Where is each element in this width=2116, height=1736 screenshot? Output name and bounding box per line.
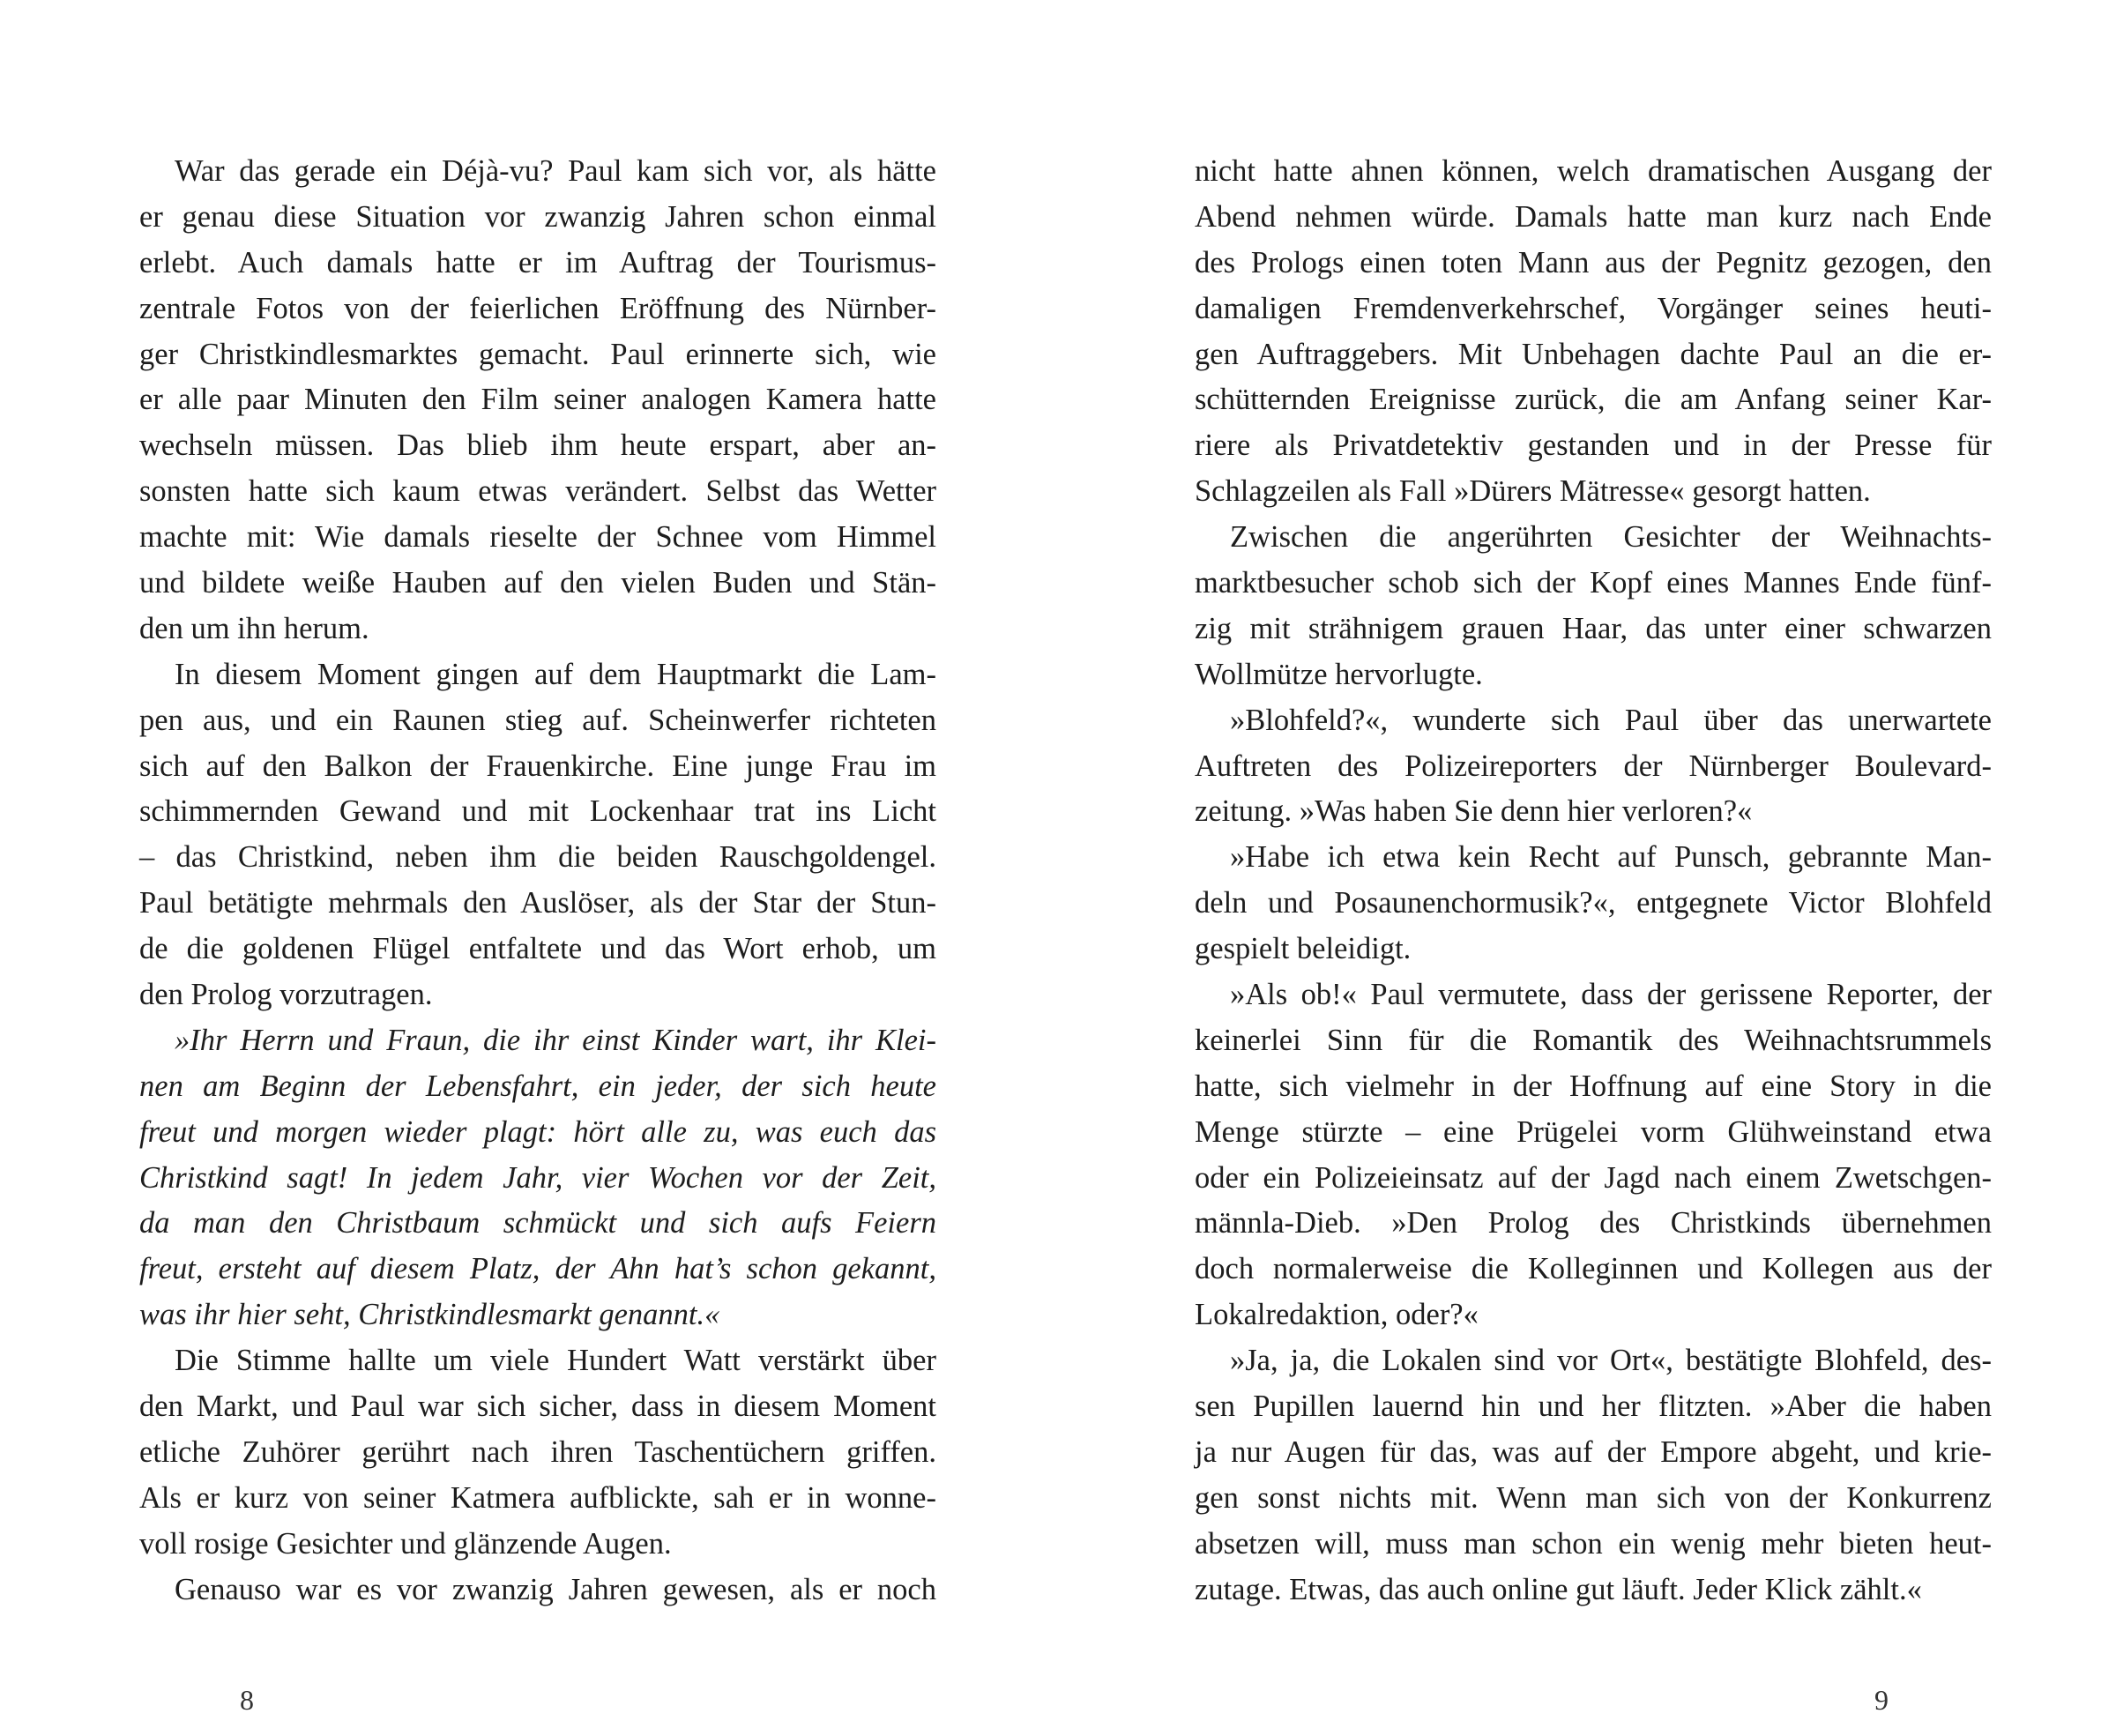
text-line: Genauso war es vor zwanzig Jahren gewesen, als er noch xyxy=(175,1572,936,1606)
text-line: ja nur Augen für das, was auf der Empore abgeht, und krie- xyxy=(1195,1434,1992,1469)
text-line: männla-Dieb. »Den Prolog des Christkinds übernehmen xyxy=(1195,1206,1992,1241)
text-line: freut, ersteht auf diesem Platz, der Ahn hat’s schon gekannt, xyxy=(139,1252,936,1286)
text-line: schimmernden Gewand und mit Lockenhaar trat ins Licht xyxy=(139,794,936,829)
text-line: sen Pupillen lauernd hin und her flitzten. »Aber die haben xyxy=(1195,1390,1992,1424)
text-line: den Prolog vorzutragen. xyxy=(139,978,433,1012)
text-line: etliche Zuhörer gerührt nach ihren Taschentüchern griffen. xyxy=(139,1434,936,1469)
text-line: er alle paar Minuten den Film seiner analogen Kamera hatte xyxy=(139,383,936,417)
text-line: Zwischen die angerührten Gesichter der Weihnachts- xyxy=(1230,520,1992,555)
text-line: Lokalredaktion, oder?« xyxy=(1195,1298,1479,1332)
text-line: zentrale Fotos von der feierlichen Eröffnung des Nürnber- xyxy=(139,291,936,325)
text-line: keinerlei Sinn für die Romantik des Weihnachtsrummels xyxy=(1195,1023,1992,1057)
text-line: was ihr hier seht, Christkindlesmarkt genannt.« xyxy=(139,1298,720,1332)
text-line: zutage. Etwas, das auch online gut läuft. Jeder Klick zählt.« xyxy=(1195,1572,1922,1606)
text-line: oder ein Polizeieinsatz auf der Jagd nach einem Zwetschgen- xyxy=(1195,1160,1992,1195)
text-line: riere als Privatdetektiv gestanden und in der Presse für xyxy=(1195,428,1992,463)
text-line: doch normalerweise die Kolleginnen und Kollegen aus der xyxy=(1195,1252,1992,1286)
right-page-number: 9 xyxy=(1874,1684,1889,1716)
text-line: Schlagzeilen als Fall »Dürers Mätresse« gesorgt hatten. xyxy=(1195,474,1871,509)
text-line: Die Stimme hallte um viele Hundert Watt verstärkt über xyxy=(175,1344,936,1378)
text-line: pen aus, und ein Raunen stieg auf. Scheinwerfer richteten xyxy=(139,703,936,737)
text-line: Als er kurz von seiner Katmera aufblickte, sah er in wonne- xyxy=(139,1480,936,1515)
text-line: freut und morgen wieder plagt: hört alle zu, was euch das xyxy=(139,1114,936,1149)
text-line: den Markt, und Paul war sich sicher, dass in diesem Moment xyxy=(139,1390,936,1424)
text-line: damaligen Fremdenverkehrschef, Vorgänger seines heuti- xyxy=(1195,291,1992,325)
text-line: und bildete weiße Hauben auf den vielen Buden und Stän- xyxy=(139,566,936,600)
text-line: voll rosige Gesichter und glänzende Augen. xyxy=(139,1526,672,1561)
text-line: des Prologs einen toten Mann aus der Pegnitz gezogen, den xyxy=(1195,245,1992,279)
text-line: sich auf den Balkon der Frauenkirche. Eine junge Frau im xyxy=(139,749,936,783)
text-line: zig mit strähnigem grauen Haar, das unter einer schwarzen xyxy=(1195,611,1992,645)
text-line: »Ihr Herrn und Fraun, die ihr einst Kinder wart, ihr Klei- xyxy=(175,1023,936,1057)
text-line: marktbesucher schob sich der Kopf eines Mannes Ende fünf- xyxy=(1195,566,1992,600)
text-line: absetzen will, muss man schon ein wenig mehr bieten heut- xyxy=(1195,1526,1992,1561)
text-line: sonsten hatte sich kaum etwas verändert. Selbst das Wetter xyxy=(139,474,936,509)
text-line: wechseln müssen. Das blieb ihm heute erspart, aber an- xyxy=(139,428,936,463)
text-line: hatte, sich vielmehr in der Hoffnung auf eine Story in die xyxy=(1195,1069,1992,1103)
left-page-text xyxy=(139,149,936,1613)
text-line: erlebt. Auch damals hatte er im Auftrag der Tourismus- xyxy=(139,245,936,279)
text-line: »Habe ich etwa kein Recht auf Punsch, gebrannte Man- xyxy=(1230,840,1992,875)
text-line: zeitung. »Was haben Sie denn hier verloren?« xyxy=(1195,794,1753,829)
text-line: ger Christkindlesmarktes gemacht. Paul erinnerte sich, wie xyxy=(139,337,936,371)
text-line: – das Christkind, neben ihm die beiden Rauschgoldengel. xyxy=(139,840,936,875)
text-line: gen sonst nichts mit. Wenn man sich von der Konkurrenz xyxy=(1195,1480,1992,1515)
text-line: den um ihn herum. xyxy=(139,611,369,645)
text-line: Wollmütze hervorlugte. xyxy=(1195,657,1483,691)
text-line: da man den Christbaum schmückt und sich aufs Feiern xyxy=(139,1206,936,1241)
text-line: »Ja, ja, die Lokalen sind vor Ort«, bestätigte Blohfeld, des- xyxy=(1230,1344,1992,1378)
text-line: nen am Beginn der Lebensfahrt, ein jeder, der sich heute xyxy=(139,1069,936,1103)
text-line: Paul betätigte mehrmals den Auslöser, als der Star der Stun- xyxy=(139,886,936,920)
text-line: deln und Posaunenchormusik?«, entgegnete Victor Blohfeld xyxy=(1195,886,1992,920)
text-line: Abend nehmen würde. Damals hatte man kurz nach Ende xyxy=(1195,199,1992,234)
right-page xyxy=(1058,0,2116,1736)
left-page-number: 8 xyxy=(240,1684,254,1716)
text-line: In diesem Moment gingen auf dem Hauptmarkt die Lam- xyxy=(175,657,936,691)
text-line: Auftreten des Polizeireporters der Nürnberger Boulevard- xyxy=(1195,749,1992,783)
text-line: »Als ob!« Paul vermutete, dass der gerissene Reporter, der xyxy=(1230,978,1992,1012)
text-line: War das gerade ein Déjà-vu? Paul kam sich vor, als hätte xyxy=(175,154,936,188)
text-line: de die goldenen Flügel entfaltete und das Wort erhob, um xyxy=(139,932,936,966)
text-line: gen Auftraggebers. Mit Unbehagen dachte Paul an die er- xyxy=(1195,337,1992,371)
text-line: er genau diese Situation vor zwanzig Jahren schon einmal xyxy=(139,199,936,234)
right-page-text xyxy=(1195,149,1992,1613)
text-line: Menge stürzte – eine Prügelei vorm Glühweinstand etwa xyxy=(1195,1114,1992,1149)
text-line: machte mit: Wie damals rieselte der Schnee vom Himmel xyxy=(139,520,936,555)
text-line: gespielt beleidigt. xyxy=(1195,932,1412,966)
text-line: »Blohfeld?«, wunderte sich Paul über das unerwartete xyxy=(1230,703,1992,737)
text-line: schütternden Ereignisse zurück, die am Anfang seiner Kar- xyxy=(1195,383,1992,417)
text-line: Christkind sagt! In jedem Jahr, vier Wochen vor der Zeit, xyxy=(139,1160,936,1195)
text-line: nicht hatte ahnen können, welch dramatischen Ausgang der xyxy=(1195,154,1992,188)
